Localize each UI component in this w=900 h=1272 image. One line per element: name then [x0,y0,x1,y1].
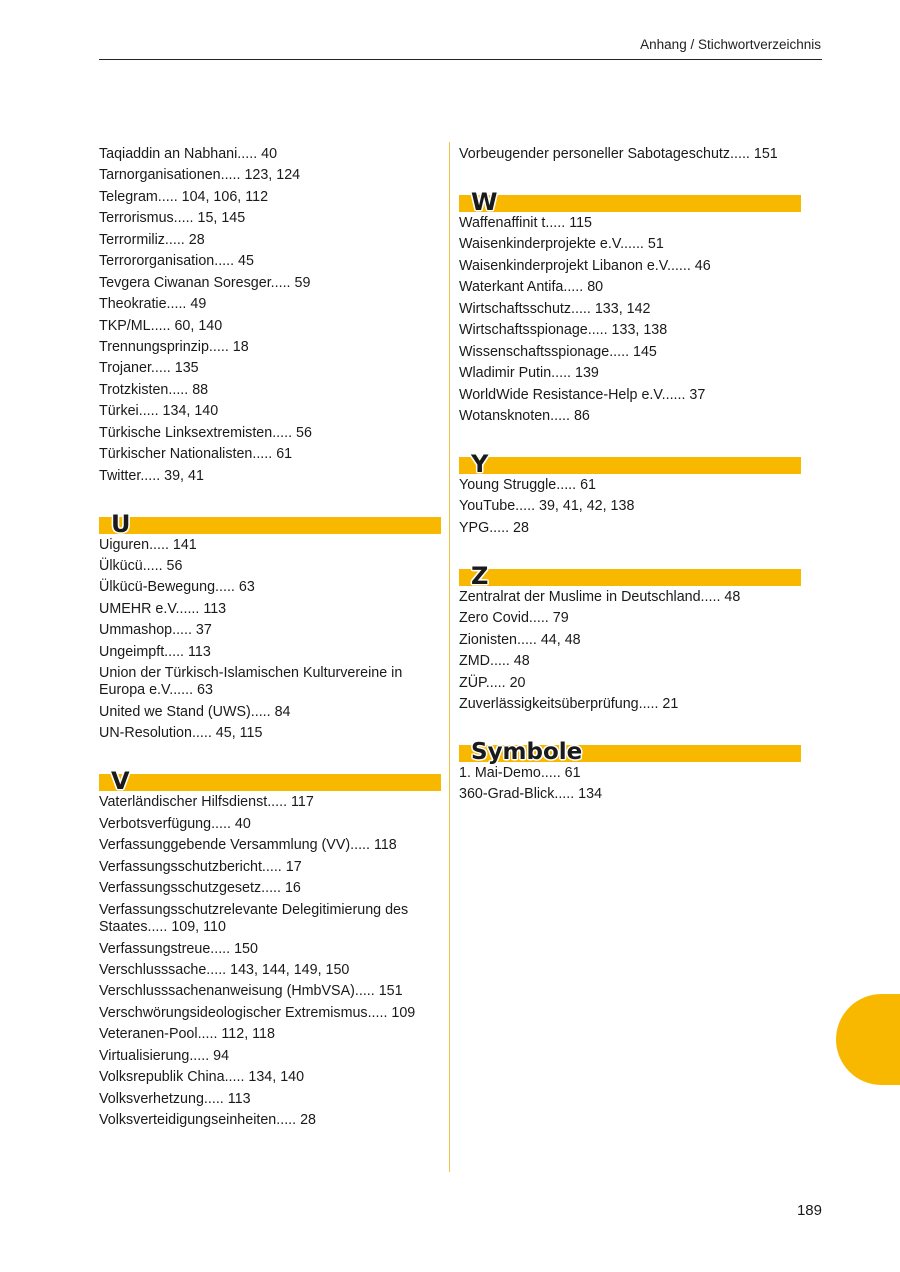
index-entry: Verfassungsschutzrelevante Delegitimierung des Staates..... 109, 110 [99,901,409,935]
section-heading-v [99,760,441,796]
column-divider [449,142,450,1172]
index-entry: Ungeimpft..... 113 [99,643,211,660]
index-entry: Wirtschaftsspionage..... 133, 138 [459,322,668,339]
index-entry: Telegram..... 104, 106, 112 [99,188,269,205]
index-list-y [459,477,801,537]
index-entry: 1. Mai-Demo..... 61 [459,765,581,781]
index-entry: Türkische Linksextremisten..... 56 [99,424,312,441]
index-list-z [459,589,801,713]
index-entry: Verschwörungsideologischer Extremismus..... 109 [99,1004,416,1021]
section-heading-u [99,503,441,538]
section-letter: Z [471,561,489,590]
index-entry: Volksverteidigungseinheiten..... 28 [99,1112,316,1128]
section-heading-w [459,181,801,216]
page-number: 189 [796,1202,822,1219]
section-heading-z [459,555,801,590]
section-letter: Symbole [471,739,583,765]
index-list-v [99,794,441,1129]
running-head: Anhang / Stichwortverzeichnis [640,37,821,52]
index-entry: Virtualisierung..... 94 [99,1047,230,1064]
section-bar [459,457,801,474]
section-bar [459,569,801,586]
section-bar [99,774,441,791]
index-entry: Veteranen-Pool..... 112, 118 [99,1026,275,1043]
index-entry: Tevgera Ciwanan Soresger..... 59 [99,274,311,291]
index-entry: United we Stand (UWS)..... 84 [99,704,291,721]
index-entry: Trennungsprinzip..... 18 [99,338,249,355]
index-entry: Terrormiliz..... 28 [99,231,205,248]
index-column-left [99,146,441,1133]
index-entry: Theokratie..... 49 [99,296,207,313]
index-entry: Vaterländischer Hilfsdienst..... 117 [99,794,314,811]
index-list-w [459,215,801,425]
index-entry: Waisenkinderprojekte e.V...... 51 [459,236,664,253]
section-bar [459,195,801,212]
index-entry: WorldWide Resistance-Help e.V...... 37 [459,386,706,403]
index-entry: Verbotsverfügung..... 40 [99,815,251,832]
index-list-v-continued [459,146,801,163]
index-entry: Türkischer Nationalisten..... 61 [99,446,293,463]
index-list-u [99,537,441,743]
index-entry: Trojaner..... 135 [99,360,199,377]
index-entry: Verfassungsschutzbericht..... 17 [99,858,302,875]
index-entry: Verfassungsschutzgesetz..... 16 [99,880,301,897]
index-entry: Vorbeugender personeller Sabotageschutz..... 151 [459,146,778,162]
index-entry: 360-Grad-Blick..... 134 [459,786,603,803]
index-entry: Trotzkisten..... 88 [99,381,209,398]
index-entry: Ummashop..... 37 [99,622,212,639]
section-letter: W [471,188,498,216]
index-entry: YPG..... 28 [459,519,529,536]
index-entry: Verschlusssache..... 143, 144, 149, 150 [99,961,350,978]
index-entry: Zionisten..... 44, 48 [459,631,581,648]
index-entry: Wotansknoten..... 86 [459,407,590,424]
index-entry: Waterkant Antifa..... 80 [459,279,604,296]
index-entry: Zuverlässigkeitsüberprüfung..... 21 [459,696,679,712]
index-entry: Volksverhetzung..... 113 [99,1090,251,1107]
index-column-right [459,146,801,808]
section-heading-y [459,443,801,478]
index-entry: Terrorismus..... 15, 145 [99,210,246,227]
index-entry: Verschlusssachenanweisung (HmbVSA)..... 151 [99,983,403,1000]
index-list-t [99,146,441,485]
index-entry: Twitter..... 39, 41 [99,467,204,484]
index-entry: ZMD..... 48 [459,653,530,670]
section-letter: V [111,767,130,796]
index-entry: YouTube..... 39, 41, 42, 138 [459,498,635,515]
index-entry: Tarnorganisationen..... 123, 124 [99,167,301,184]
section-bar [99,517,441,534]
section-letter: U [111,509,131,538]
section-letter: Y [471,449,489,478]
index-entry: Waisenkinderprojekt Libanon e.V...... 46 [459,257,711,274]
index-entry: Taqiaddin an Nabhani..... 40 [99,146,278,162]
index-entry: Waffenaffinit t..... 115 [459,215,592,231]
index-entry: Zero Covid..... 79 [459,610,569,627]
index-entry: Türkei..... 134, 140 [99,403,219,420]
index-entry: Terrororganisation..... 45 [99,253,254,270]
index-entry: Zentralrat der Muslime in Deutschland..... 48 [459,588,741,605]
index-entry: Verfassungstreue..... 150 [99,940,258,957]
index-entry: UN-Resolution..... 45, 115 [99,725,263,742]
index-entry: ZÜP..... 20 [459,674,526,691]
index-entry: Volksrepublik China..... 134, 140 [99,1069,305,1086]
thumb-index-tab [836,994,900,1085]
section-heading-symbole [459,731,801,765]
index-entry: Wissenschaftsspionage..... 145 [459,343,657,360]
index-entry: Ülkücü-Bewegung..... 63 [99,579,255,596]
index-entry: Union der Türkisch-Islamischen Kulturvereine in Europa e.V...... 63 [99,665,403,699]
index-entry: Wladimir Putin..... 139 [459,365,599,382]
index-entry: UMEHR e.V...... 113 [99,600,227,617]
index-entry: Uiguren..... 141 [99,536,197,553]
index-entry: Verfassunggebende Versammlung (VV)..... 118 [99,837,397,854]
index-list-symbole [459,765,801,803]
index-entry: Ülkücü..... 56 [99,558,183,574]
header-rule [99,59,822,60]
index-entry: Wirtschaftsschutz..... 133, 142 [459,300,651,317]
index-entry: TKP/ML..... 60, 140 [99,317,223,334]
index-entry: Young Struggle..... 61 [459,476,596,493]
